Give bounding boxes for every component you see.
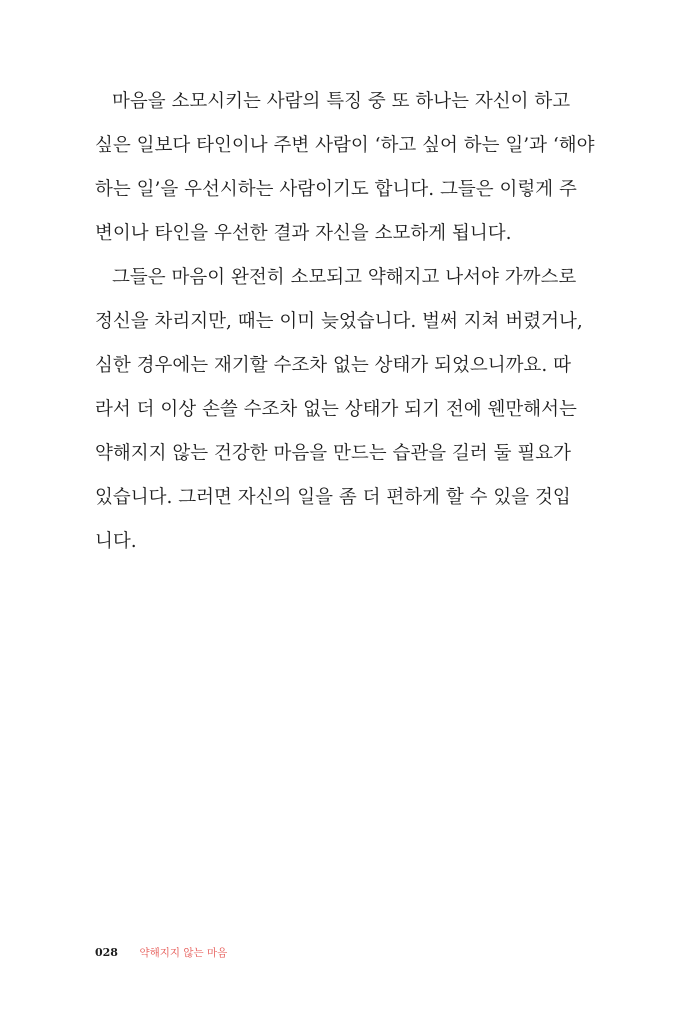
paragraph-1-line-4: 변이나 타인을 우선한 결과 자신을 소모하게 됩니다. <box>95 223 512 244</box>
paragraph-2-line-4: 라서 더 이상 손쓸 수조차 없는 상태가 되기 전에 웬만해서는 <box>95 399 577 420</box>
paragraph-2-line-3: 심한 경우에는 재기할 수조차 없는 상태가 되었으니까요. 따 <box>95 355 571 376</box>
paragraph-2-line-5: 약해지지 않는 건강한 마음을 만드는 습관을 길러 둘 필요가 <box>95 443 571 464</box>
paragraph-2-line-2: 정신을 차리지만, 때는 이미 늦었습니다. 벌써 지쳐 버렸거나, <box>95 311 583 332</box>
paragraph-1-line-1: 마음을 소모시키는 사람의 특징 중 또 하나는 자신이 하고 <box>112 91 571 112</box>
page-footer <box>95 944 227 962</box>
paragraph-1-line-3: 하는 일’을 우선시하는 사람이기도 합니다. 그들은 이렇게 주 <box>95 179 577 200</box>
paragraph-2-line-1: 그들은 마음이 완전히 소모되고 약해지고 나서야 가까스로 <box>112 267 577 288</box>
paragraph-1-line-2: 싶은 일보다 타인이나 주변 사람이 ‘하고 싶어 하는 일’과 ‘해야 <box>95 135 595 156</box>
running-title: 약해지지 않는 마음 <box>139 947 228 959</box>
paragraph-2-line-6: 있습니다. 그러면 자신의 일을 좀 더 편하게 할 수 있을 것입 <box>95 487 571 508</box>
paragraph-2-line-7: 니다. <box>95 531 137 552</box>
page-number: 028 <box>95 946 118 959</box>
